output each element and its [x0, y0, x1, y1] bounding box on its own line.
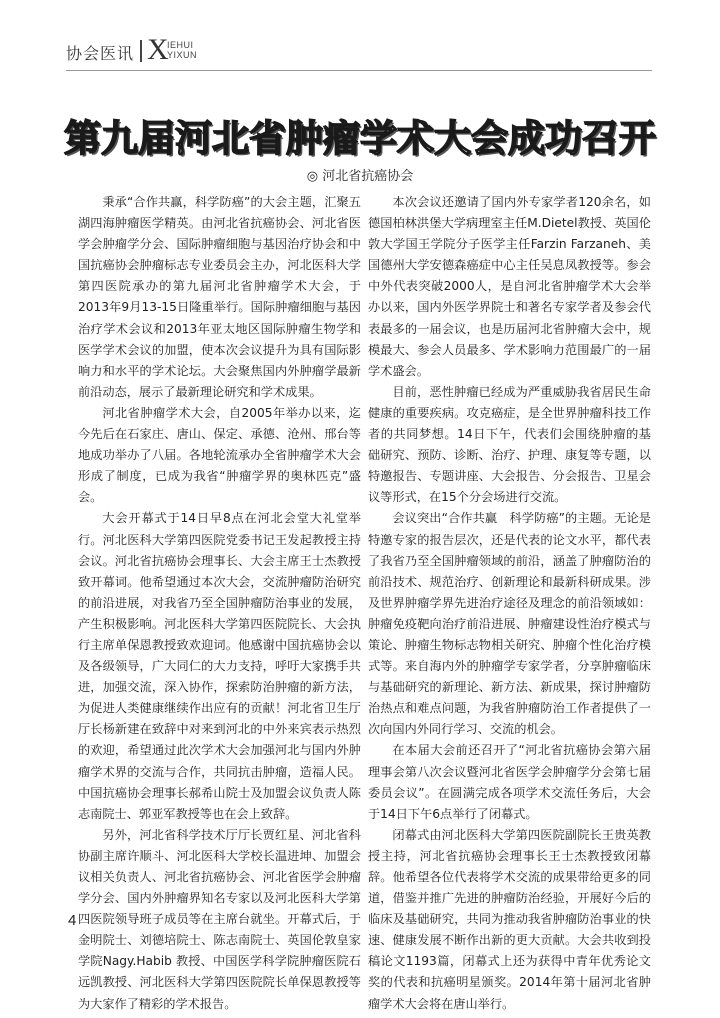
section-pinyin-line-2: YIXUN	[167, 50, 198, 60]
header-rule	[66, 70, 652, 71]
header-divider	[140, 40, 142, 62]
article-author: ◎ 河北省抗癌协会	[306, 169, 414, 184]
paragraph: 河北省肿瘤学术大会，自2005年举办以来，迄今先后在石家庄、唐山、保定、承德、沧州、邢台等地成功举办了八届。各地轮流承办全省肿瘤学术大会形成了制度，已成为我省“肿瘤学界的奥林匹克”盛会。	[78, 405, 361, 505]
paragraph: 在本届大会前还召开了“河北省抗癌协会第六届理事会第八次会议暨河北省医学会肿瘤学分会第七届委员会议”。在圆满完成各项学术交流任务后，大会于14日下午6点举行了闭幕式。	[368, 743, 651, 821]
paragraph: 大会开幕式于14日早8点在河北会堂大礼堂举行。河北医科大学第四医院党委书记王发起教授主持会议。河北省抗癌协会理事长、大会主席王士杰教授致开幕词。他希望通过本次大会，交流肿瘤防治研究的前沿进展，对我省乃至全国肿瘤防治事业的发展，产生积极影响。河北医科大学第四医院院长、大会执行主席单保恩教授致欢迎词。他感谢中国抗癌协会以及各级领导，广大同仁的大力支持，呼吁大家携手共进，加强交流，深入协作，探索防治肿瘤的新方法，为促进人类健康继续作出应有的贡献！河北省卫生厅厅长杨新建在致辞中对来到河北的中外来宾表示热烈的欢迎，希望通过此次学术大会加强河北与国内外肿瘤学术界的交流与合作，共同抗击肿瘤，造福人民。中国抗癌协会理事长郝希山院士及加盟会议负责人陈志南院士、郭亚军教授等也在会上致辞。	[78, 511, 361, 821]
paragraph: 本次会议还邀请了国内外专家学者120余名，如德国柏林洪堡大学病理室主任M.Dietel教授、英国伦敦大学国王学院分子医学主任Farzin Farzaneh、美国德州大学安德森癌症中心主任吴息凤教授等。参会中外代表突破2000人，是自河北省肿瘤学术大会举办以来，国内外医学界院士和著名专家学者及参会代表最多的一届会议，也是历届河北省肿瘤大会中，规模最大、参会人员最多、学术影响力范围最广的一届学术盛会。	[368, 195, 651, 378]
section-pinyin	[167, 40, 197, 60]
paragraph: 另外，河北省科学技术厅厅长贾红星、河北省科协副主席许顺斗、河北医科大学校长温进坤、加盟会议相关负责人、河北省抗癌协会、河北省医学会肿瘤学分会、国内外肿瘤界知名专家以及河北医科大学第四医院领导班子成员等在主席台就坐。开幕式后，于金明院士、刘德培院士、陈志南院士、英国伦敦皇家学院Nagy.Habib 教授、中国医学科学院肿瘤医院石远凯教授、河北医科大学第四医院院长单保恩教授等为大家作了精彩的学术报告。	[78, 827, 361, 1011]
paragraph: 秉承“合作共赢，科学防癌”的大会主题，汇聚五湖四海肿瘤医学精英。由河北省抗癌协会、河北省医学会肿瘤学分会、国际肿瘤细胞与基因治疗协会和中国抗癌协会肿瘤标志专业委员会主办，河北医科大学第四医院承办的第九届河北省肿瘤学术大会，于2013年9月13-15日隆重举行。国际肿瘤细胞与基因治疗学术会议和2013年亚太地区国际肿瘤生物学和医学学术会议的加盟，使本次会议提升为具有国际影响力和水平的学术论坛。大会聚焦国内外肿瘤学最新前沿动态，展示了最新理论研究和学术成果。	[78, 195, 361, 399]
section-name: 协会医讯	[66, 44, 135, 63]
section-pinyin-line-1: IEHUI	[167, 40, 194, 50]
section-header	[66, 30, 366, 70]
article-title: 第九届河北省肿瘤学术大会成功召开	[64, 117, 656, 160]
right-column	[368, 192, 651, 1015]
paragraph: 闭幕式由河北医科大学第四医院副院长王贵英教授主持，河北省抗癌协会理事长王士杰教授致闭幕辞。他希望各位代表将学术交流的成果带给更多的同道，借鉴并推广先进的肿瘤防治经验，开展好今后的临床及基础研究，共同为推动我省肿瘤防治事业的快速、健康发展不断作出新的更大贡献。大会共收到投稿论文1193篇，闭幕式上还为获得中青年优秀论文奖的代表和抗癌明星颁奖。2014年第十届河北省肿瘤学术大会将在唐山举行。	[368, 827, 651, 1011]
paragraph: 会议突出“合作共赢 科学防癌”的主题。无论是特邀专家的报告层次，还是代表的论文水平，都代表了我省乃至全国肿瘤领域的前沿，涵盖了肿瘤防治的前沿技术、规范治疗、创新理论和最新科研成果。涉及世界肿瘤学界先进治疗途径及理念的前沿领域如：肿瘤免疫靶向治疗前沿进展、肿瘤建设性治疗模式与策论、肿瘤生物标志物相关研究、肿瘤个性化治疗模式等。来自海内外的肿瘤学专家学者，分享肿瘤临床与基础研究的新理论、新方法、新成果，探讨肿瘤防治热点和难点问题，为我省肿瘤防治工作者提供了一次向国内外同行学习、交流的机会。	[368, 511, 651, 737]
section-logo-letter: X	[147, 33, 169, 66]
page-number: 4	[68, 912, 77, 929]
left-column	[78, 192, 361, 1015]
paragraph: 目前，恶性肿瘤已经成为严重威胁我省居民生命健康的重要疾病。攻克癌症，是全世界肿瘤科技工作者的共同梦想。14日下午，代表们会围绕肿瘤的基础研究、预防、诊断、治疗、护理、康复等专题，以特邀报告、专题讲座、大会报告、分会报告、卫星会议等形式，在15个分会场进行交流。	[368, 384, 651, 505]
